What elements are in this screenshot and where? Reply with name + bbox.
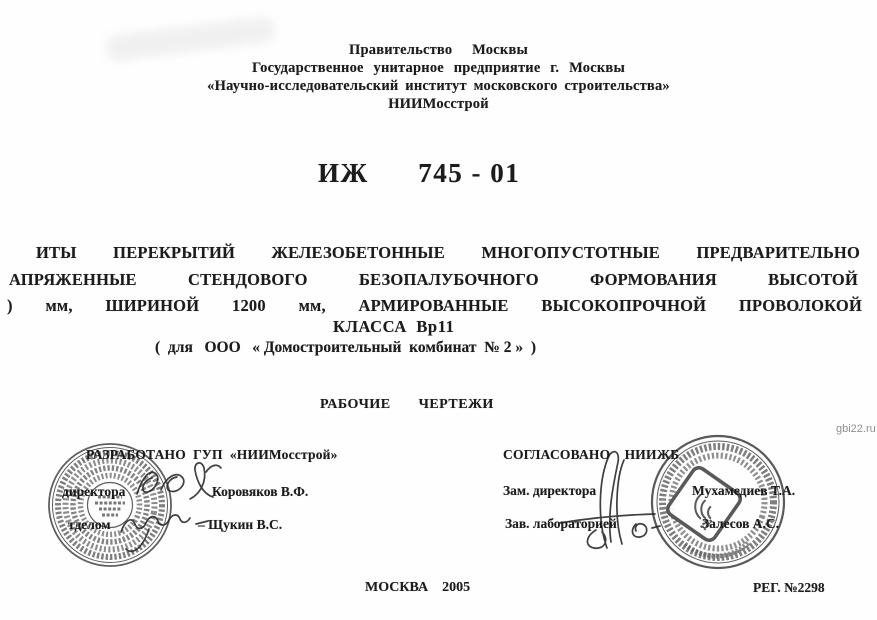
subject-customer: ( для ООО « Домостроительный комбинат № 2 » ) [155,339,536,356]
watermark-gbi22: gbi22.ru [836,423,876,435]
subject-line-3: ) мм, ШИРИНОЙ 1200 мм, АРМИРОВАННЫЕ ВЫСОКОПРОЧНОЙ ПРОВОЛОКОЙ [7,296,862,315]
signature-mukhamediev [587,452,624,549]
subject-line-1: ИТЫ ПЕРЕКРЫТИЙ ЖЕЛЕЗОБЕТОННЫЕ МНОГОПУСТОТНЫЕ ПРЕДВАРИТЕЛЬНО [36,243,860,262]
developed-row2-name: – Щукин В.С. [198,517,283,532]
subject-class: КЛАССА Вр11 [333,317,455,336]
letterhead-short-name: НИИМосстрой [388,96,489,112]
letterhead-institute: «Научно-исследовательский институт московского строительства» [207,78,670,94]
subject-line-2: АПРЯЖЕННЫЕ СТЕНДОВОГО БЕЗОПАЛУБОЧНОГО ФОРМОВАНИЯ ВЫСОТОЙ [9,270,858,289]
developed-row2-label: тделом [68,517,111,532]
letterhead-enterprise: Государственное унитарное предприятие г. Москвы [252,60,625,76]
agreed-row2-name: Залесов А.С. [702,516,780,531]
agreed-title: СОГЛАСОВАНО НИИЖБ [503,447,680,462]
working-drawings-label: РАБОЧИЕ ЧЕРТЕЖИ [320,397,494,412]
developed-row1-name: Коровяков В.Ф. [212,484,309,499]
developed-title: РАЗРАБОТАНО ГУП «НИИМосстрой» [86,447,338,462]
document-code: ИЖ 745 - 01 [318,158,521,188]
agreed-row1-name: Мухамедиев Т.А. [692,483,796,498]
agreed-row2-label: Зав. лабораторией [505,516,617,531]
letterhead-government: Правительство Москвы [349,42,528,58]
developed-row1-label: директора [62,484,126,499]
footer-reg-number: РЕГ. №2298 [753,580,825,595]
footer-city-year: МОСКВА 2005 [365,580,471,595]
agreed-row1-label: Зам. директора [503,483,597,498]
